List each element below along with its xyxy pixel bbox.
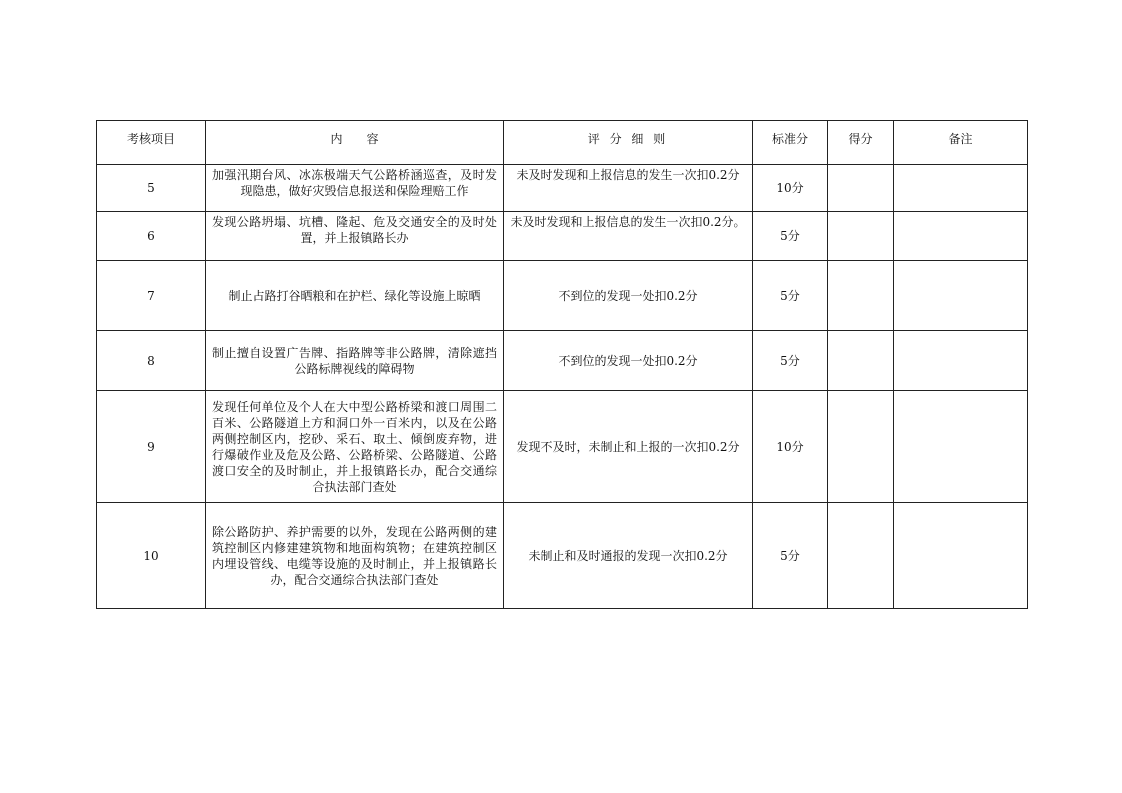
row-standard: 5分 <box>753 261 828 331</box>
row-score <box>828 212 894 261</box>
header-row <box>97 121 1028 165</box>
table-row <box>97 165 1028 212</box>
row-content: 加强汛期台风、冰冻极端天气公路桥涵巡查，及时发现隐患，做好灾毁信息报送和保险理赔工作 <box>206 165 504 212</box>
assessment-table <box>96 120 1028 609</box>
row-note <box>894 261 1028 331</box>
row-note <box>894 331 1028 391</box>
row-number: 7 <box>97 261 206 331</box>
row-score <box>828 165 894 212</box>
row-content: 除公路防护、养护需要的以外，发现在公路两侧的建筑控制区内修建建筑物和地面构筑物；在建筑控制区内埋设管线、电缆等设施的及时制止，并上报镇路长办，配合交通综合执法部门查处 <box>206 503 504 609</box>
row-note <box>894 165 1028 212</box>
row-standard: 10分 <box>753 391 828 503</box>
header-score: 得分 <box>828 121 894 165</box>
row-standard: 5分 <box>753 331 828 391</box>
table-row <box>97 503 1028 609</box>
row-score <box>828 331 894 391</box>
table-row <box>97 391 1028 503</box>
row-rule: 不到位的发现一处扣0.2分 <box>504 331 753 391</box>
header-content: 内 容 <box>206 121 504 165</box>
row-content: 发现公路坍塌、坑槽、隆起、危及交通安全的及时处置，并上报镇路长办 <box>206 212 504 261</box>
row-rule: 不到位的发现一处扣0.2分 <box>504 261 753 331</box>
table-row <box>97 331 1028 391</box>
header-note: 备注 <box>894 121 1028 165</box>
header-rule: 评 分 细 则 <box>504 121 753 165</box>
row-number: 10 <box>97 503 206 609</box>
row-rule: 发现不及时，未制止和上报的一次扣0.2分 <box>504 391 753 503</box>
row-rule: 未及时发现和上报信息的发生一次扣0.2分 <box>504 165 753 212</box>
table-row <box>97 261 1028 331</box>
row-score <box>828 391 894 503</box>
header-standard: 标准分 <box>753 121 828 165</box>
row-score <box>828 261 894 331</box>
row-note <box>894 391 1028 503</box>
row-rule: 未制止和及时通报的发现一次扣0.2分 <box>504 503 753 609</box>
row-standard: 10分 <box>753 165 828 212</box>
row-number: 5 <box>97 165 206 212</box>
row-content: 制止擅自设置广告牌、指路牌等非公路牌，清除遮挡公路标牌视线的障碍物 <box>206 331 504 391</box>
row-standard: 5分 <box>753 212 828 261</box>
row-note <box>894 503 1028 609</box>
row-score <box>828 503 894 609</box>
row-standard: 5分 <box>753 503 828 609</box>
row-content: 制止占路打谷晒粮和在护栏、绿化等设施上晾晒 <box>206 261 504 331</box>
row-number: 8 <box>97 331 206 391</box>
table-row <box>97 212 1028 261</box>
row-rule: 未及时发现和上报信息的发生一次扣0.2分。 <box>504 212 753 261</box>
row-note <box>894 212 1028 261</box>
row-number: 6 <box>97 212 206 261</box>
header-item: 考核项目 <box>97 121 206 165</box>
row-content: 发现任何单位及个人在大中型公路桥梁和渡口周围二百米、公路隧道上方和洞口外一百米内，以及在公路两侧控制区内，挖砂、采石、取土、倾倒废弃物，进行爆破作业及危及公路、公路桥梁、公路隧道、公路渡口安全的及时制止，并上报镇路长办，配合交通综合执法部门查处 <box>206 391 504 503</box>
row-number: 9 <box>97 391 206 503</box>
